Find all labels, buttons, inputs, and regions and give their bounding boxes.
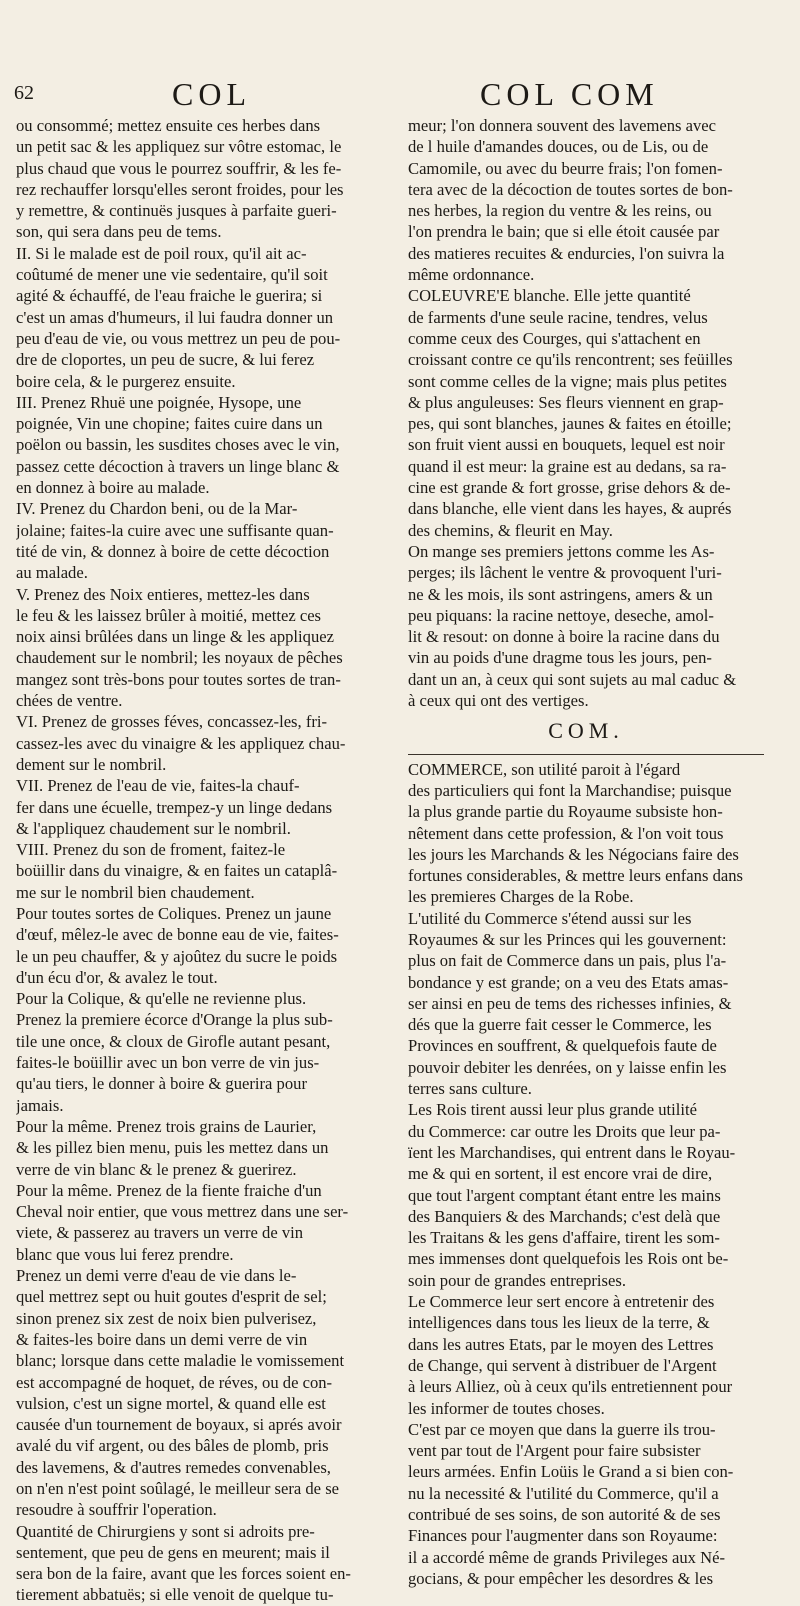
text-line: & les pillez bien menu, puis les mettez dans un [16,1138,329,1158]
text-line: Les Rois tirent aussi leur plus grande utilité [408,1100,697,1120]
text-line: me & qui en sortent, il est encore vrai de dire, [408,1164,713,1184]
text-line: Provinces en souffrent, & quelquefois faute de [408,1036,717,1056]
text-line: lit & resout: on donne à boire la racine dans du [408,627,720,647]
text-line: causée d'un tournement de boyaux, si aprés avoir [16,1415,342,1435]
text-line: L'utilité du Commerce s'étend aussi sur les [408,908,692,928]
text-line: en donnez à boire au malade. [16,478,210,498]
text-line: Quantité de Chirurgiens y sont si adroits pre- [16,1521,315,1541]
text-line: tierement abbatuës; si elle venoit de quelque tu- [16,1585,334,1605]
text-line: VII. Prenez de l'eau de vie, faites-la chauf- [16,776,300,796]
text-line: & faites-les boire dans un demi verre de vin [16,1329,308,1349]
text-line: blanc que vous lui ferez prendre. [16,1244,234,1264]
right-column [408,115,764,1589]
text-line: Pour toutes sortes de Coliques. Prenez un jaune [16,903,332,923]
text-line: leurs armées. Enfin Loüis le Grand a si bien con- [408,1462,734,1482]
text-line: ser ainsi en peu de tems des richesses infinies, & [408,993,732,1013]
text-line: V. Prenez des Noix entieres, mettez-les dans [16,584,310,604]
text-line: jolaine; faites-la cuire avec une suffisante quan- [16,520,334,540]
right-column-top [408,115,764,711]
text-line: plus chaud que vous le pourrez souffrir, & les fe- [16,158,342,178]
text-line: terres sans culture. [408,1079,532,1099]
text-line: peu d'eau de vie, ou vous mettrez un peu de pou- [16,328,341,348]
text-line: qu'au tiers, le donner à boire & guerira pour [16,1074,307,1094]
text-line: y remettre, & continuës jusques à parfaite gueri- [16,201,337,221]
text-line: Prenez la premiere écorce d'Orange la plus sub- [16,1010,333,1030]
text-line: son, qui sera dans peu de tems. [16,222,222,242]
text-line: boire cela, & le purgerez ensuite. [16,371,236,391]
text-line: cassez-les avec du vinaigre & les appliquez chau- [16,733,346,753]
section-heading: COM. [548,718,624,744]
text-line: est accompagné de hoquet, de réves, ou de con- [16,1372,333,1392]
text-line: tera avec de la décoction de toutes sortes de bon- [408,179,733,199]
text-line: C'est par ce moyen que dans la guerre ils trou- [408,1419,716,1439]
text-line: dans les autres Etats, par le moyen des Lettres [408,1334,714,1354]
text-line: blanc; lorsque dans cette maladie le vomissement [16,1351,345,1371]
left-column [16,115,384,1606]
text-line: vent par tout de l'Argent pour faire subsister [408,1441,701,1461]
text-line: Pour la même. Prenez trois grains de Laurier, [16,1116,317,1136]
text-line: peu piquans: la racine nettoye, deseche, amol- [408,605,714,625]
text-line: verre de vin blanc & le prenez & guerirez. [16,1159,297,1179]
text-line: des matieres recuites & endurcies, l'on suivra la [408,243,725,263]
page-number: 62 [14,82,34,104]
text-line: ou consommé; mettez ensuite ces herbes dans [16,116,321,135]
text-line: que tout l'argent comptant étant entre les mains [408,1185,721,1205]
text-line: les jours les Marchands & les Négocians faire des [408,844,739,864]
text-line: passez cette décoction à travers un linge blanc & [16,456,340,476]
text-line: VI. Prenez de grosses féves, concassez-les, fri- [16,712,328,732]
text-line: rez rechauffer lorsqu'elles seront froides, pour les [16,179,344,199]
text-line: II. Si le malade est de poil roux, qu'il ait ac- [16,243,307,263]
text-line: plus on fait de Commerce dans un pais, plus l'a- [408,951,727,971]
text-line: contribué de ses soins, de son autorité & de ses [408,1505,721,1524]
text-line: mes immenses dont quelquefois les Rois ont be- [408,1249,729,1269]
text-line: Pour la Colique, & qu'elle ne revienne plus. [16,989,307,1009]
text-line: comme ceux des Courges, qui s'attachent en [408,328,701,348]
text-line: nes herbes, la region du ventre & les reins, ou [408,201,712,221]
text-line: dans blanche, elle vient dans les hayes, & auprés [408,499,732,519]
text-line: son fruit vient aussi en bouquets, lequel est noir [408,435,725,455]
right-column-bottom [408,759,764,1590]
text-line: & l'appliquez chaudement sur le nombril. [16,818,291,838]
text-line: on n'en n'est point soûlagé, le meilleur sera de se [16,1479,340,1498]
text-line: Pour la même. Prenez de la fiente fraiche d'un [16,1180,322,1200]
text-line: COMMERCE, son utilité paroit à l'égard [408,759,681,779]
text-line: le un peu chauffer, & y ajoûtez du sucre le poids [16,946,338,966]
running-header [0,74,800,114]
text-line: fortunes considerables, & mettre leurs enfans dans [408,866,743,886]
text-line: de l huile d'amandes douces, ou de Lis, ou de [408,137,709,157]
text-line: un petit sac & les appliquez sur vôtre estomac, le [16,137,342,157]
text-line: On mange ses premiers jettons comme les As- [408,541,715,561]
text-line: sont comme celles de la vigne; mais plus petites [408,371,727,391]
text-line: avalé du vif argent, ou des bâles de plomb, pris [16,1436,329,1456]
text-line: poignée, Vin une chopine; faites cuire dans un [16,414,323,434]
text-line: vulsion, c'est un signe mortel, & quand elle est [16,1393,326,1413]
text-line: IV. Prenez du Chardon beni, ou de la Mar- [16,499,298,519]
text-line: l'on prendra le bain; que si elle étoit causée par [408,222,720,242]
text-line: jamais. [16,1095,64,1115]
text-line: Cheval noir entier, que vous mettrez dans une ser- [16,1202,349,1222]
text-line: ne & les mois, ils sont astringens, amers & un [408,584,713,604]
text-line: bondance y est grande; on a veu des Etats amas- [408,972,729,992]
text-line: les Traitans & les gens d'affaire, tirent les som- [408,1228,720,1248]
text-line: cine est grande & fort grosse, grise dehors & de- [408,478,731,498]
text-line: mangez sont très-bons pour toutes sortes de tran- [16,669,341,689]
text-line: sentement, que peu de gens en meurent; mais il [16,1542,330,1562]
text-line: à ceux qui ont des vertiges. [408,691,589,711]
text-line: les premieres Charges de la Robe. [408,887,634,907]
text-line: faites-le boüillir avec un bon verre de vin jus- [16,1053,320,1073]
text-line: agité & échauffé, de l'eau fraiche le guerira; si [16,286,323,306]
text-line: des lavemens, & d'autres remedes convenables, [16,1457,331,1477]
text-line: Royaumes & sur les Princes qui les gouvernent: [408,929,727,949]
text-line: COLEUVRE'E blanche. Elle jette quantité [408,286,691,306]
text-line: meur; l'on donnera souvent des lavemens avec [408,116,717,135]
text-line: sinon prenez six zest de noix bien pulverisez, [16,1308,317,1328]
text-line: même ordonnance. [408,265,535,285]
text-line: dés que la guerre fait cesser le Commerce, les [408,1015,712,1035]
text-line: chaudement sur le nombril; les noyaux de pêches [16,648,343,668]
text-line: des particuliers qui font la Marchandise; puisque [408,780,732,800]
text-line: sera bon de la faire, avant que les forces soient en- [16,1564,351,1584]
right-running-head: COL COM [480,76,659,112]
text-line: viete, & passerez au travers un verre de vin [16,1223,304,1243]
text-line: vin au poids d'une dragme tous les jours, pen- [408,648,712,668]
text-line: croissant contre ce qu'ils rencontrent; ses feüilles [408,350,733,370]
section-rule [408,754,764,755]
text-line: poëlon ou bassin, les susdites choses avec le vin, [16,435,340,455]
text-line: Prenez un demi verre d'eau de vie dans le- [16,1266,297,1286]
text-line: quand il est meur: la graine est au dedans, sa ra- [408,456,727,476]
text-line: Camomile, ou avec du beurre frais; l'on fomen- [408,158,723,178]
text-line: des Banquiers & des Marchands; c'est delà que [408,1206,721,1226]
text-line: perges; ils lâchent le ventre & provoquent l'uri- [408,563,722,583]
text-line: gocians, & pour empêcher les desordres & les [408,1568,714,1588]
text-line: de farments d'une seule racine, tendres, velus [408,307,708,327]
text-line: dement sur le nombril. [16,754,167,774]
text-line: tile une once, & cloux de Girofle autant pesant, [16,1031,331,1051]
text-line: quel mettrez sept ou huit goutes d'esprit de sel; [16,1287,327,1307]
text-line: nêtement dans cette profession, & l'on voit tous [408,823,724,843]
text-line: d'œuf, mêlez-le avec de bonne eau de vie, faites- [16,925,339,945]
text-line: de Change, qui servent à distribuer de l'Argent [408,1355,717,1375]
text-line: boüillir dans du vinaigre, & en faites un cataplâ- [16,861,338,881]
text-line: il a accordé même de grands Privileges aux Né- [408,1547,725,1567]
text-line: tité de vin, & donnez à boire de cette décoction [16,541,330,561]
text-line: VIII. Prenez du son de froment, faitez-le [16,840,286,860]
text-line: & plus anguleuses: Ses fleurs viennent en grap- [408,392,724,412]
text-line: pouvoir debiter les denrées, on y laisse enfin les [408,1057,727,1077]
text-line: la plus grande partie du Royaume subsiste hon- [408,802,723,822]
text-line: ïent les Marchandises, qui entrent dans le Royau- [408,1142,736,1162]
text-line: des chemins, & fleurit en May. [408,520,613,540]
text-line: au malade. [16,563,88,583]
text-line: chées de ventre. [16,691,123,711]
text-line: du Commerce: car outre les Droits que leur pa- [408,1121,721,1141]
left-running-head: COL [172,76,251,112]
text-line: c'est un amas d'humeurs, il lui faudra donner un [16,307,334,327]
text-line: soin pour de grandes entreprises. [408,1270,626,1290]
text-line: resoudre à souffrir l'operation. [16,1500,217,1520]
text-line: Finances pour l'augmenter dans son Royaume: [408,1526,718,1546]
text-line: d'un écu d'or, & avalez le tout. [16,967,218,987]
text-line: me sur le nombril bien chaudement. [16,882,255,902]
text-line: Le Commerce leur sert encore à entretenir des [408,1292,715,1312]
text-line: intelligences dans tous les lieux de la terre, & [408,1313,710,1333]
text-line: dre de cloportes, un peu de sucre, & lui ferez [16,350,315,370]
text-line: coûtumé de mener une vie sedentaire, qu'il soit [16,265,328,285]
text-line: pes, qui sont blanches, jaunes & faites en étoille; [408,414,732,434]
text-line: III. Prenez Rhuë une poignée, Hysope, une [16,392,302,412]
text-line: à leurs Alliez, où à ceux qu'ils entretiennent pour [408,1377,733,1397]
text-line: les informer de toutes choses. [408,1398,605,1418]
text-line: noix ainsi brûlées dans un linge & les appliquez [16,627,334,647]
text-line: le feu & les laissez brûler à moitié, mettez ces [16,605,322,625]
text-line: dant un an, à ceux qui sont sujets au mal caduc & [408,669,737,689]
text-line: nu la necessité & l'utilité du Commerce, qu'il a [408,1483,719,1503]
text-line: fer dans une écuelle, trempez-y un linge dedans [16,797,333,817]
